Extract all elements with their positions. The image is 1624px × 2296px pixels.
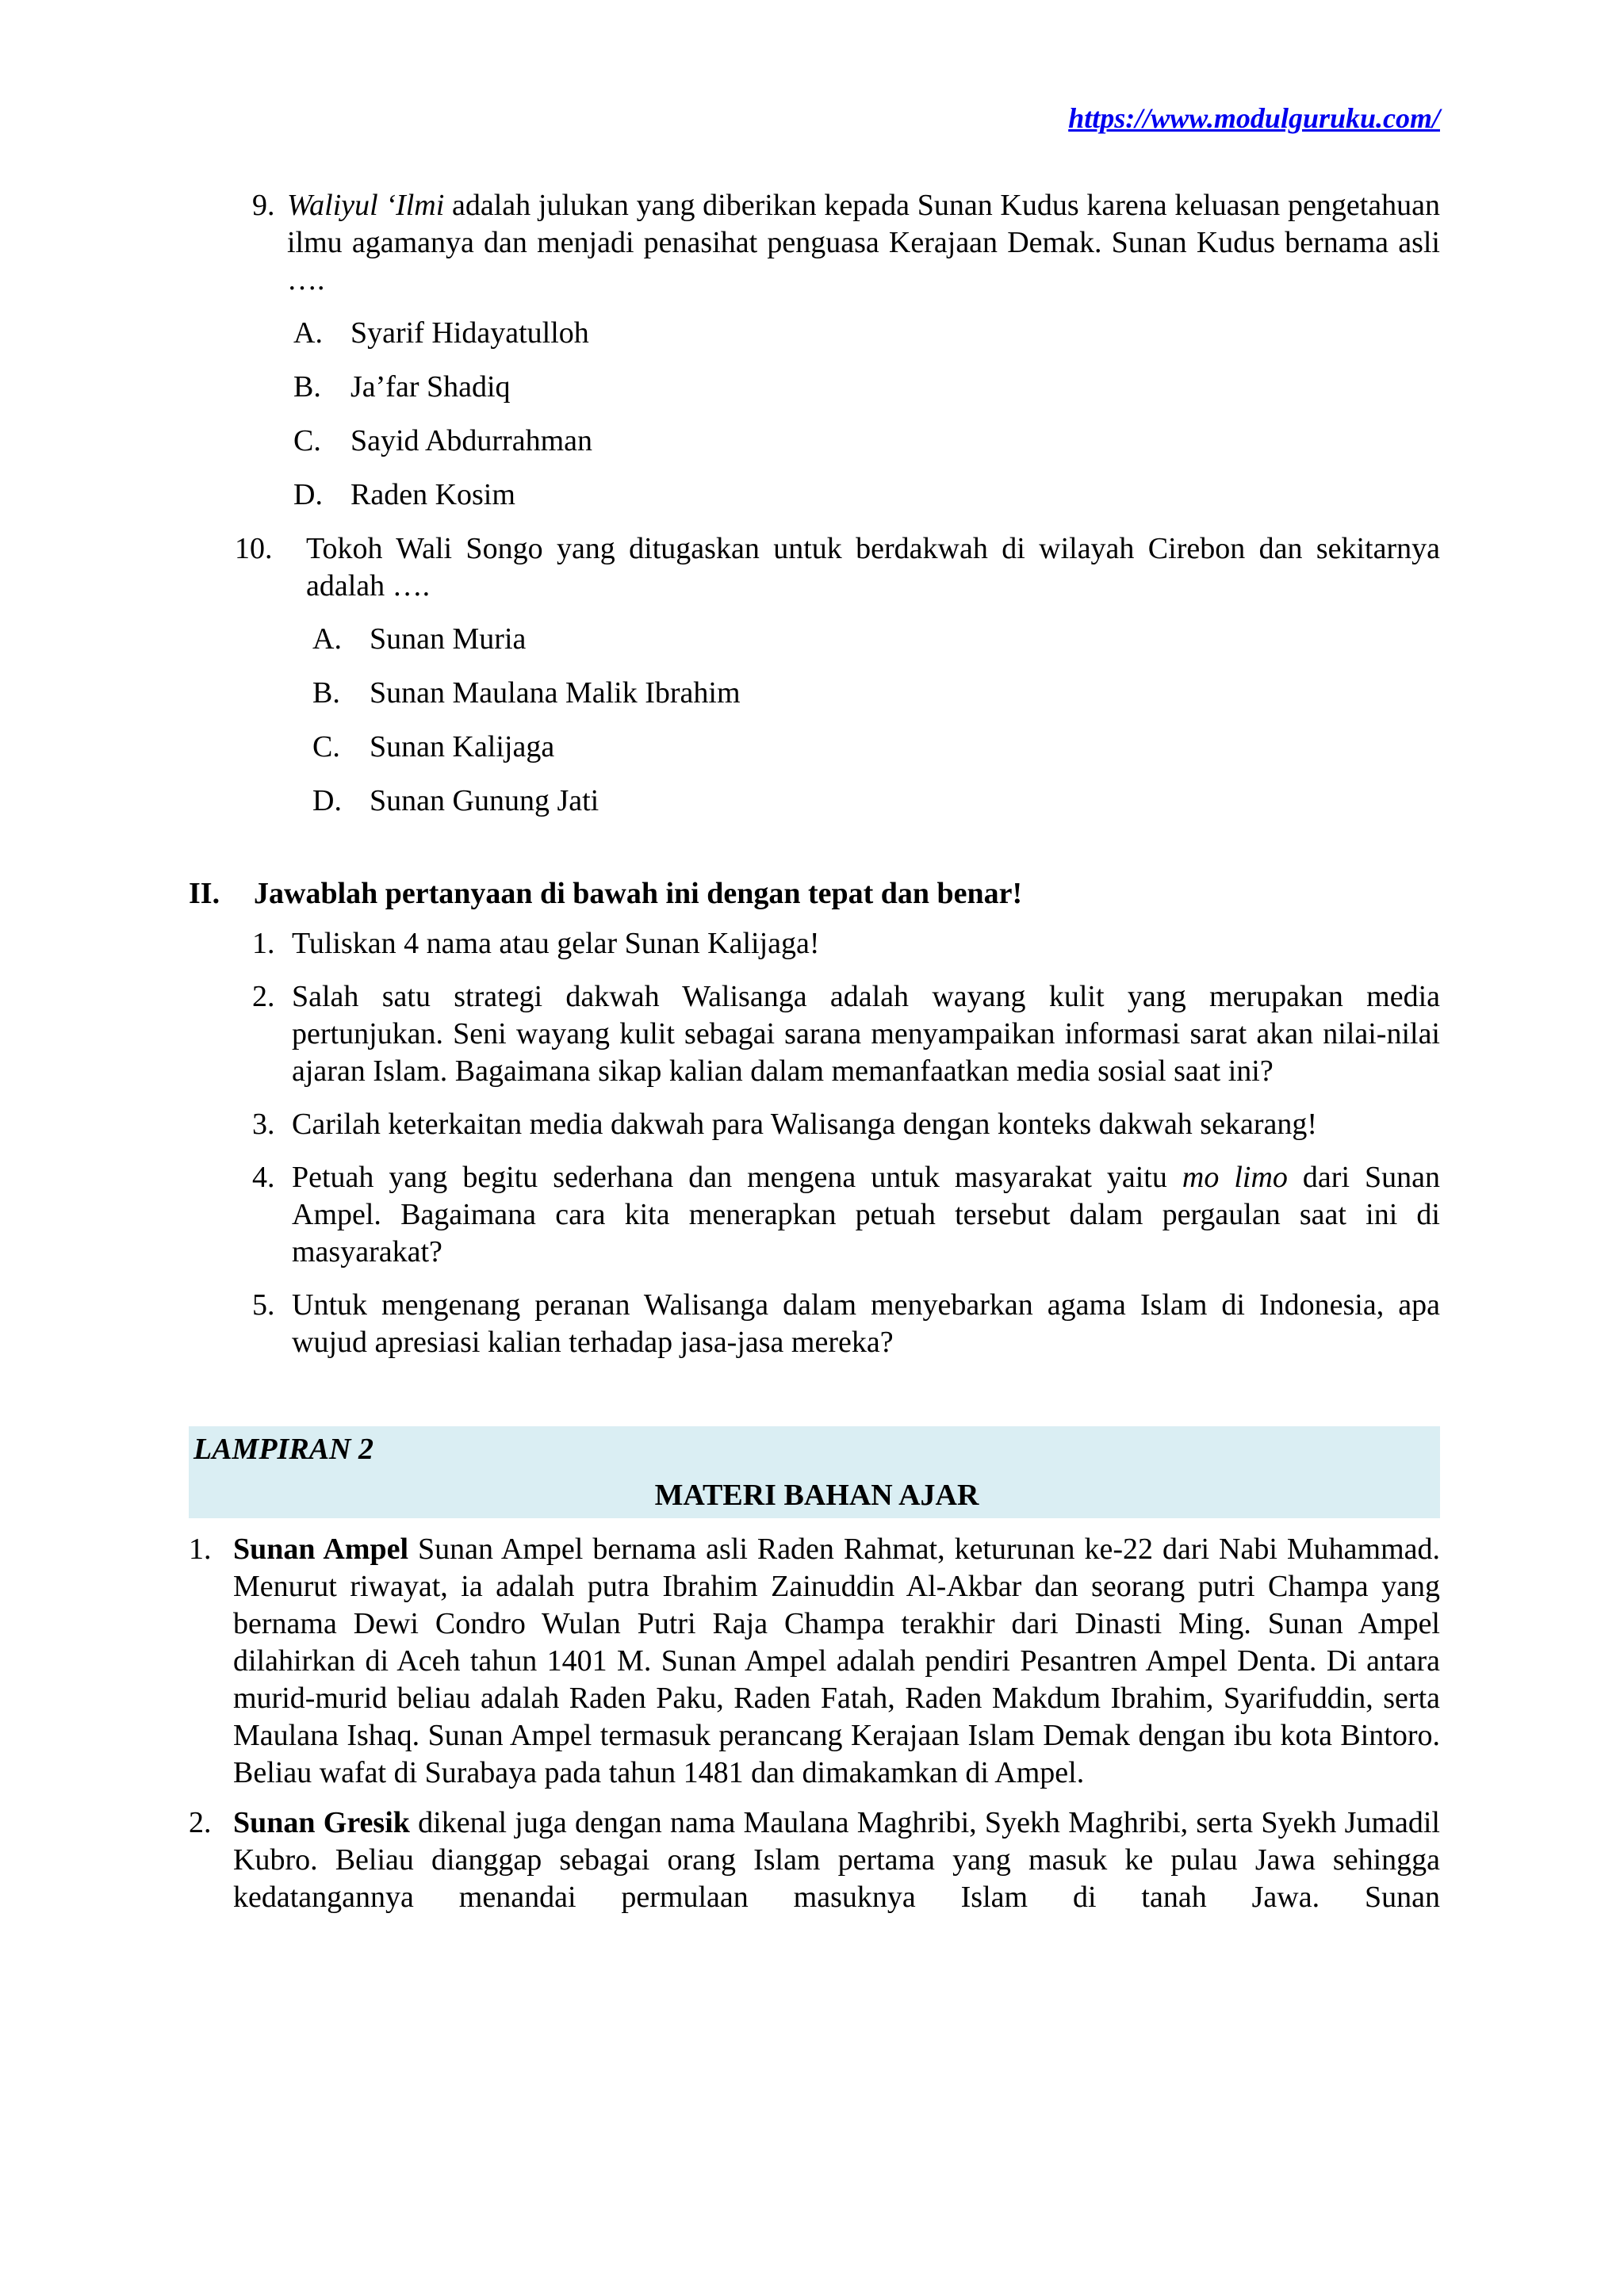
option-text: Sunan Muria <box>370 622 527 656</box>
question-number: 10. <box>235 532 273 565</box>
option-letter: A. <box>293 316 323 350</box>
essay-item-2 <box>189 978 1440 1090</box>
option-text: Sunan Maulana Malik Ibrahim <box>370 676 741 710</box>
item-text: Tuliskan 4 nama atau gelar Sunan Kalijaga! <box>292 927 820 960</box>
item-text: dikenal juga dengan nama Maulana Maghribi, Syekh Maghribi, serta Syekh Jumadil Kubro. Beliau dianggap sebagai orang Islam pertama yang masuk ke pulau Jawa sehingga kedatangannya menandai permulaan masuknya Islam di tanah Jawa. Sunan <box>233 1806 1440 1914</box>
option-letter: A. <box>312 622 342 656</box>
essay-item-1 <box>189 925 1440 962</box>
essay-item-3 <box>189 1106 1440 1143</box>
item-text: Sunan Ampel bernama asli Raden Rahmat, keturunan ke-22 dari Nabi Muhammad. Menurut riwayat, ia adalah putra Ibrahim Zainuddin Al-Akbar dan seorang putri Champa yang bernama Dewi Condro Wulan Putri Raja Champa terakhir dari Dinasti Ming. Sunan Ampel dilahirkan di Aceh tahun 1401 M. Sunan Ampel adalah pendiri Pesantren Ampel Denta. Di antara murid-murid beliau adalah Raden Paku, Raden Fatah, Raden Makdum Ibrahim, Syarifuddin, serta Maulana Ishaq. Sunan Ampel termasuk perancang Kerajaan Islam Demak dengan ibu kota Bintoro. Beliau wafat di Surabaya pada tahun 1481 dan dimakamkan di Ampel. <box>233 1533 1441 1789</box>
item-number: 1. <box>189 1533 212 1566</box>
item-number: 4. <box>252 1161 275 1194</box>
option-text: Syarif Hidayatulloh <box>350 316 589 350</box>
question-10 <box>189 530 1440 820</box>
materi-item-2 <box>189 1804 1440 1916</box>
essay-item-5 <box>189 1287 1440 1361</box>
option-letter: C. <box>293 424 321 457</box>
item-heading: Sunan Ampel <box>233 1533 409 1566</box>
option-text: Sayid Abdurrahman <box>350 424 593 457</box>
question-term: Waliyul ‘Ilmi <box>287 189 445 222</box>
options-list <box>306 621 1440 820</box>
options-list <box>287 315 1440 514</box>
item-text-italic: mo limo <box>1182 1161 1288 1194</box>
item-heading: Sunan Gresik <box>233 1806 410 1839</box>
section-title: Jawablah pertanyaan di bawah ini dengan tepat dan benar! <box>254 877 1023 910</box>
item-text: Carilah keterkaitan media dakwah para Walisanga dengan konteks dakwah sekarang! <box>292 1108 1318 1141</box>
item-number: 1. <box>252 927 275 960</box>
option-letter: B. <box>312 676 340 710</box>
question-number: 9. <box>252 189 275 222</box>
item-text-before: Petuah yang begitu sederhana dan mengena untuk masyarakat yaitu <box>292 1161 1182 1194</box>
page-content <box>189 187 1440 1916</box>
option-b <box>293 369 1440 406</box>
option-c <box>293 423 1440 460</box>
option-letter: B. <box>293 370 321 404</box>
item-text-after: dari Sunan Ampel. Bagaimana cara kita menerapkan petuah tersebut dalam pergaulan saat ini di masyarakat? <box>292 1161 1441 1269</box>
section-2-heading <box>189 875 1440 913</box>
section-numeral: II. <box>189 877 220 910</box>
option-a <box>312 621 1440 658</box>
item-number: 2. <box>252 980 275 1013</box>
option-text: Sunan Kalijaga <box>370 730 555 763</box>
lampiran-title: MATERI BAHAN AJAR <box>654 1479 979 1512</box>
question-text: adalah julukan yang diberikan kepada Sunan Kudus karena keluasan pengetahuan ilmu agamanya dan menjadi penasihat penguasa Kerajaan Demak. Sunan Kudus bernama asli …. <box>287 189 1440 297</box>
option-letter: D. <box>293 478 323 511</box>
item-text: Salah satu strategi dakwah Walisanga adalah wayang kulit yang merupakan media pertunjukan. Seni wayang kulit sebagai sarana menyampaikan informasi sarat akan nilai-nilai ajaran Islam. Bagaimana sikap kalian dalam memanfaatkan media sosial saat ini? <box>292 980 1440 1088</box>
essay-item-4 <box>189 1159 1440 1271</box>
question-9 <box>189 187 1440 514</box>
option-b <box>312 675 1440 712</box>
option-text: Raden Kosim <box>350 478 515 511</box>
option-text: Ja’far Shadiq <box>350 370 511 404</box>
lampiran-banner <box>189 1426 1440 1518</box>
item-number: 2. <box>189 1806 212 1839</box>
materi-item-1 <box>189 1531 1440 1792</box>
question-text: Tokoh Wali Songo yang ditugaskan untuk berdakwah di wilayah Cirebon dan sekitarnya adalah …. <box>306 532 1440 603</box>
option-text: Sunan Gunung Jati <box>370 784 599 817</box>
option-a <box>293 315 1440 352</box>
item-number: 3. <box>252 1108 275 1141</box>
item-text: Untuk mengenang peranan Walisanga dalam menyebarkan agama Islam di Indonesia, apa wujud apresiasi kalian terhadap jasa-jasa mereka? <box>292 1288 1440 1359</box>
option-d <box>312 783 1440 820</box>
header-url-link[interactable]: https://www.modulguruku.com/ <box>1068 102 1440 134</box>
option-letter: D. <box>312 784 342 817</box>
essay-questions <box>189 925 1440 1361</box>
option-c <box>312 729 1440 766</box>
option-d <box>293 476 1440 514</box>
option-letter: C. <box>312 730 340 763</box>
item-number: 5. <box>252 1288 275 1322</box>
lampiran-label: LAMPIRAN 2 <box>193 1433 373 1466</box>
